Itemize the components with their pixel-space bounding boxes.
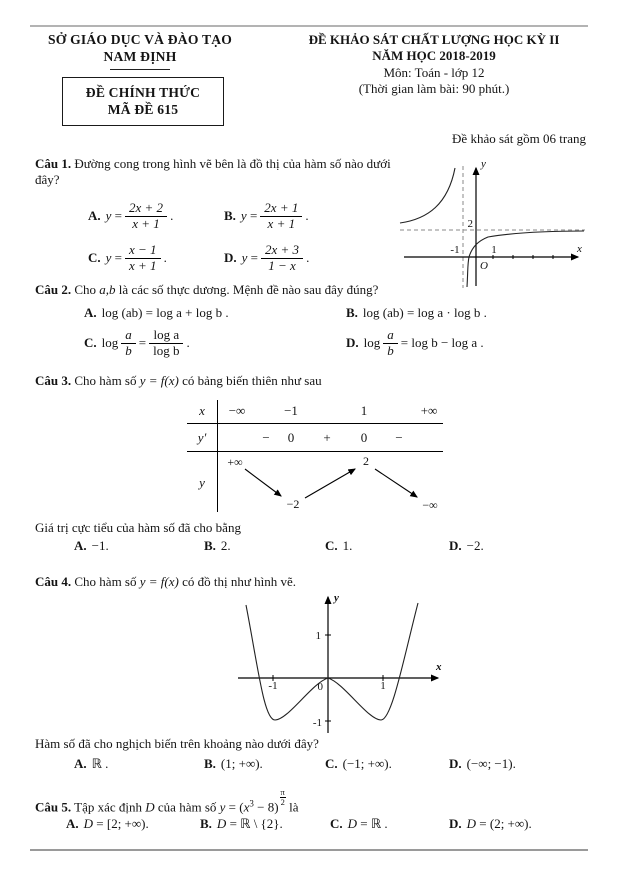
option-key: B. [224, 208, 236, 224]
q2-option-b [346, 305, 487, 321]
bottom-rule [30, 849, 588, 851]
option-key: C. [88, 250, 101, 266]
q3-label: Câu 3. [35, 373, 72, 388]
option-text: log (ab) = log a + log b . [101, 305, 229, 320]
origin-label: 0 [317, 681, 323, 693]
q2-statement [35, 282, 575, 298]
q5-formula-rest: − 8) [257, 799, 279, 815]
fraction-denominator: b [387, 342, 394, 358]
q5-domain-var: D [145, 799, 155, 815]
q3-option-b [204, 538, 231, 554]
option-key: B. [346, 305, 358, 320]
q4-option-d [449, 756, 516, 772]
equals: = [249, 208, 258, 224]
arrow-down [245, 469, 281, 496]
q1-statement [35, 156, 410, 189]
q4-option-c [325, 756, 392, 772]
department-name: SỞ GIÁO DỤC VÀ ĐÀO TẠO [47, 32, 233, 47]
y-label-1: 1 [315, 630, 321, 642]
option-key: B. [200, 816, 212, 831]
x-label-1: 1 [380, 680, 386, 692]
option-text: 1. [342, 538, 353, 553]
q5-formula-eq: = ( [228, 799, 244, 815]
option-key: C. [325, 538, 338, 553]
q1-option-d [224, 243, 309, 274]
option-var: D [216, 816, 227, 831]
sign-value: 0 [360, 430, 368, 445]
q3-statement [35, 373, 575, 389]
option-fraction [149, 328, 183, 359]
log-text: log [363, 335, 381, 351]
option-var: y [105, 250, 112, 266]
option-key: C. [330, 816, 343, 831]
q3-text-1: Cho hàm số [74, 373, 137, 388]
fraction-numerator: a [121, 328, 136, 344]
option-text: 2. [220, 538, 231, 553]
q5-text-2: của hàm số [157, 799, 217, 815]
curve-right-branch [467, 231, 584, 287]
option-fraction [125, 201, 167, 232]
option-text: = log b − log a . [400, 335, 484, 351]
q1-text: Đường cong trong hình vẽ bên là đồ thị của hàm số nào dưới đây? [35, 156, 391, 188]
x-value: −∞ [228, 403, 246, 418]
q1-option-c [88, 243, 167, 274]
x-label-minus1: -1 [450, 244, 460, 256]
option-fraction [383, 328, 398, 359]
q4-graph [230, 587, 450, 737]
y-label-minus1: -1 [312, 717, 322, 729]
origin-label: O [480, 260, 488, 272]
table-vertical-line [217, 400, 218, 512]
q4-text-2: có đồ thị như hình vẽ. [182, 574, 297, 589]
exam-subject: Môn: Toán - lớp 12 [383, 64, 485, 80]
q3-question: Giá trị cực tiểu của hàm số đã cho bằng [35, 520, 241, 535]
option-period: . [170, 208, 174, 224]
arrow-up [305, 469, 355, 498]
q1-option-b [224, 201, 309, 232]
q3-option-d [449, 538, 484, 554]
department-underline [110, 69, 170, 70]
exponent-numerator: π [280, 787, 285, 797]
option-period: . [186, 335, 190, 351]
q5-option-a [66, 816, 149, 832]
q5-formula-x: x [243, 799, 250, 815]
header-left [38, 32, 242, 70]
q3-variation-arrows [219, 452, 443, 512]
pages-note: Đề khảo sát gồm 06 trang [452, 131, 586, 146]
fraction-numerator: 2x + 3 [261, 243, 303, 259]
x-axis-label: x [577, 243, 582, 255]
sign-value: + [323, 430, 331, 445]
y-value-min: −2 [286, 497, 300, 511]
option-key: D. [449, 816, 462, 831]
q1-option-a [88, 201, 173, 232]
option-key: D. [224, 250, 237, 266]
log-text: log [101, 335, 119, 351]
fraction-denominator: 1 − x [268, 257, 296, 273]
option-key: D. [449, 538, 462, 553]
q4-label: Câu 4. [35, 574, 72, 589]
asymptote-value-2: 2 [467, 218, 473, 230]
department-province: NAM ĐỊNH [103, 48, 177, 64]
option-text: = (2; +∞). [479, 816, 532, 831]
option-text: (−∞; −1). [466, 756, 516, 771]
x-value: −1 [284, 403, 298, 418]
fraction-denominator: log b [153, 342, 180, 358]
q5-exponent-fraction [280, 788, 286, 806]
q5-text-3: là [289, 799, 299, 815]
option-key: C. [325, 756, 338, 771]
exam-official-label: ĐỀ CHÍNH THỨC [85, 84, 201, 100]
option-period: . [306, 250, 310, 266]
option-key: B. [204, 756, 216, 771]
option-var: y [241, 250, 248, 266]
option-text: −1. [91, 538, 109, 553]
arrow-down [375, 469, 417, 497]
q5-option-b [200, 816, 283, 832]
top-rule [30, 25, 588, 27]
equals: = [114, 250, 123, 266]
q3-variation-table [187, 400, 443, 512]
option-key: A. [66, 816, 79, 831]
q5-option-c [330, 816, 388, 832]
y-value-bottomright: −∞ [422, 498, 438, 512]
table-y-label: y [199, 475, 205, 490]
y-value-max: 2 [363, 454, 369, 468]
q3-option-a [74, 538, 109, 554]
option-period: . [305, 208, 309, 224]
fraction-numerator: 2x + 1 [260, 201, 302, 217]
x-value: 1 [360, 403, 368, 418]
exam-code-box [62, 77, 224, 126]
x-label-1: 1 [491, 244, 497, 256]
option-fraction [121, 328, 136, 359]
header-right [278, 32, 590, 97]
q4-math: y = f(x) [139, 574, 179, 589]
option-text: ℝ . [91, 756, 109, 771]
q2-option-d [346, 328, 484, 359]
q2-vars: a,b [99, 282, 116, 297]
fraction-numerator: log a [149, 328, 183, 344]
fraction-numerator: x − 1 [125, 243, 161, 259]
q2-text-1: Cho [74, 282, 97, 297]
q1-graph [398, 152, 588, 290]
y-value-topleft: +∞ [227, 455, 243, 469]
q3-text-2: có bảng biến thiên như sau [182, 373, 322, 388]
q2-text-2: là các số thực dương. Mệnh đề nào sau đây đúng? [118, 282, 379, 297]
option-var: D [347, 816, 358, 831]
option-text: (−1; +∞). [342, 756, 392, 771]
option-text: = [2; +∞). [96, 816, 149, 831]
option-var: y [240, 208, 247, 224]
option-fraction [125, 243, 161, 274]
q2-option-c [84, 328, 190, 359]
option-fraction [261, 243, 303, 274]
option-key: A. [74, 756, 87, 771]
q2-label: Câu 2. [35, 282, 72, 297]
curve-left-branch [400, 168, 455, 223]
option-key: A. [74, 538, 87, 553]
sign-value: − [262, 430, 270, 445]
sign-value: − [395, 430, 403, 445]
q3-math: y = f(x) [139, 373, 179, 388]
exam-title-line1: ĐỀ KHẢO SÁT CHẤT LƯỢNG HỌC KỲ II [308, 32, 560, 47]
y-axis-label: y [481, 158, 486, 170]
exam-title-line2: NĂM HỌC 2018-2019 [372, 48, 496, 64]
x-value: +∞ [420, 403, 438, 418]
table-yprime-label: y′ [197, 430, 207, 445]
equals: = [114, 208, 123, 224]
fraction-denominator: b [125, 342, 132, 358]
option-key: B. [204, 538, 216, 553]
q2-option-a [84, 305, 229, 321]
table-horizontal-line-1 [187, 423, 443, 424]
fraction-denominator: x + 1 [132, 215, 160, 231]
exam-code: MÃ ĐỀ 615 [107, 101, 179, 117]
option-key: C. [84, 335, 97, 351]
q3-option-c [325, 538, 352, 554]
option-key: A. [88, 208, 101, 224]
quartic-curve [246, 603, 418, 720]
exponent-denominator: 2 [280, 796, 285, 807]
exam-duration: (Thời gian làm bài: 90 phút.) [358, 80, 510, 96]
option-text: log (ab) = log a · log b . [362, 305, 487, 320]
q5-formula-y: y [219, 799, 226, 815]
option-var: D [83, 816, 94, 831]
fraction-numerator: 2x + 2 [125, 201, 167, 217]
q5-option-d [449, 816, 532, 832]
option-key: A. [84, 305, 97, 320]
q5-statement [35, 788, 595, 816]
option-text: = ℝ . [360, 816, 388, 831]
option-fraction [260, 201, 302, 232]
option-text: (1; +∞). [220, 756, 263, 771]
equals: = [250, 250, 259, 266]
q5-label: Câu 5. [35, 799, 72, 815]
equals: = [138, 335, 147, 351]
q4-option-b [204, 756, 263, 772]
option-var: y [105, 208, 112, 224]
sign-value: 0 [287, 430, 295, 445]
fraction-denominator: x + 1 [129, 257, 157, 273]
q5-exponent-3: 3 [249, 798, 254, 809]
option-key: D. [449, 756, 462, 771]
option-var: D [466, 816, 477, 831]
q4-text-1: Cho hàm số [74, 574, 137, 589]
fraction-numerator: a [383, 328, 398, 344]
q1-label: Câu 1. [35, 156, 72, 171]
q5-text-1: Tập xác định [74, 799, 143, 815]
option-period: . [163, 250, 167, 266]
option-text: −2. [466, 538, 484, 553]
option-key: D. [346, 335, 359, 351]
x-axis-label: x [436, 661, 442, 673]
y-axis-label: y [334, 592, 339, 604]
option-text: = ℝ \ {2}. [229, 816, 283, 831]
fraction-denominator: x + 1 [267, 215, 296, 231]
table-x-label: x [199, 403, 205, 418]
q4-option-a [74, 756, 108, 772]
q4-question: Hàm số đã cho nghịch biến trên khoảng nào dưới đây? [35, 736, 319, 751]
x-label-minus1: -1 [268, 680, 278, 692]
